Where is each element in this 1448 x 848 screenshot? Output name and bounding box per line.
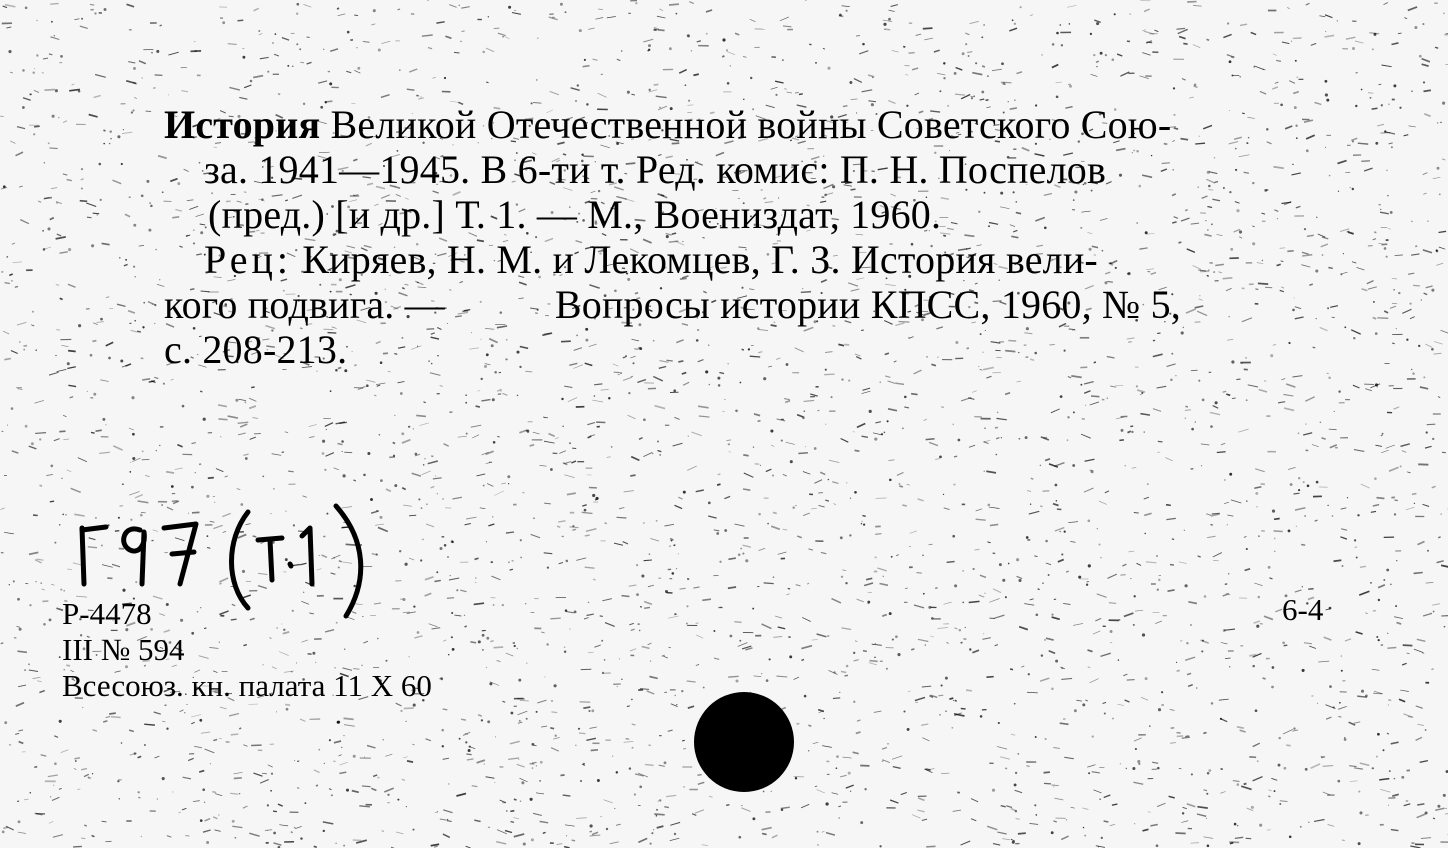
card-footer (62, 596, 432, 704)
journal-citation: Вопросы истории КПСС, 1960, № 5, (554, 282, 1182, 327)
entry-line-5 (164, 282, 1181, 327)
review-authors: Киряев, Н. М. и Лекомцев, Г. З. История вели- (302, 237, 1098, 282)
punch-hole-icon (694, 692, 794, 792)
publisher-line: Всесоюз. кн. палата 11 X 60 (62, 668, 432, 703)
entry-line-3: (пред.) [и др.] Т. 1. — М., Воениздат, 1960. (208, 192, 942, 237)
card-code: 6-4 (1282, 592, 1324, 627)
bibliographic-entry (164, 102, 1181, 372)
title-continuation: Великой Отечественной войны Советского Сою- (330, 102, 1172, 147)
entry-line-4 (164, 237, 1181, 282)
entry-line-1 (164, 102, 1181, 147)
register-number: Р-4478 (62, 596, 152, 631)
entry-line-6: с. 208-213. (164, 327, 348, 372)
series-number: III № 594 (62, 632, 185, 667)
review-title-tail: кого подвига. — (164, 282, 445, 327)
title-lead: История (164, 102, 321, 147)
entry-line-2: за. 1941—1945. В 6-ти т. Ред. комис: П. Н. Поспелов (204, 147, 1107, 192)
review-label: Рец: (204, 237, 292, 282)
